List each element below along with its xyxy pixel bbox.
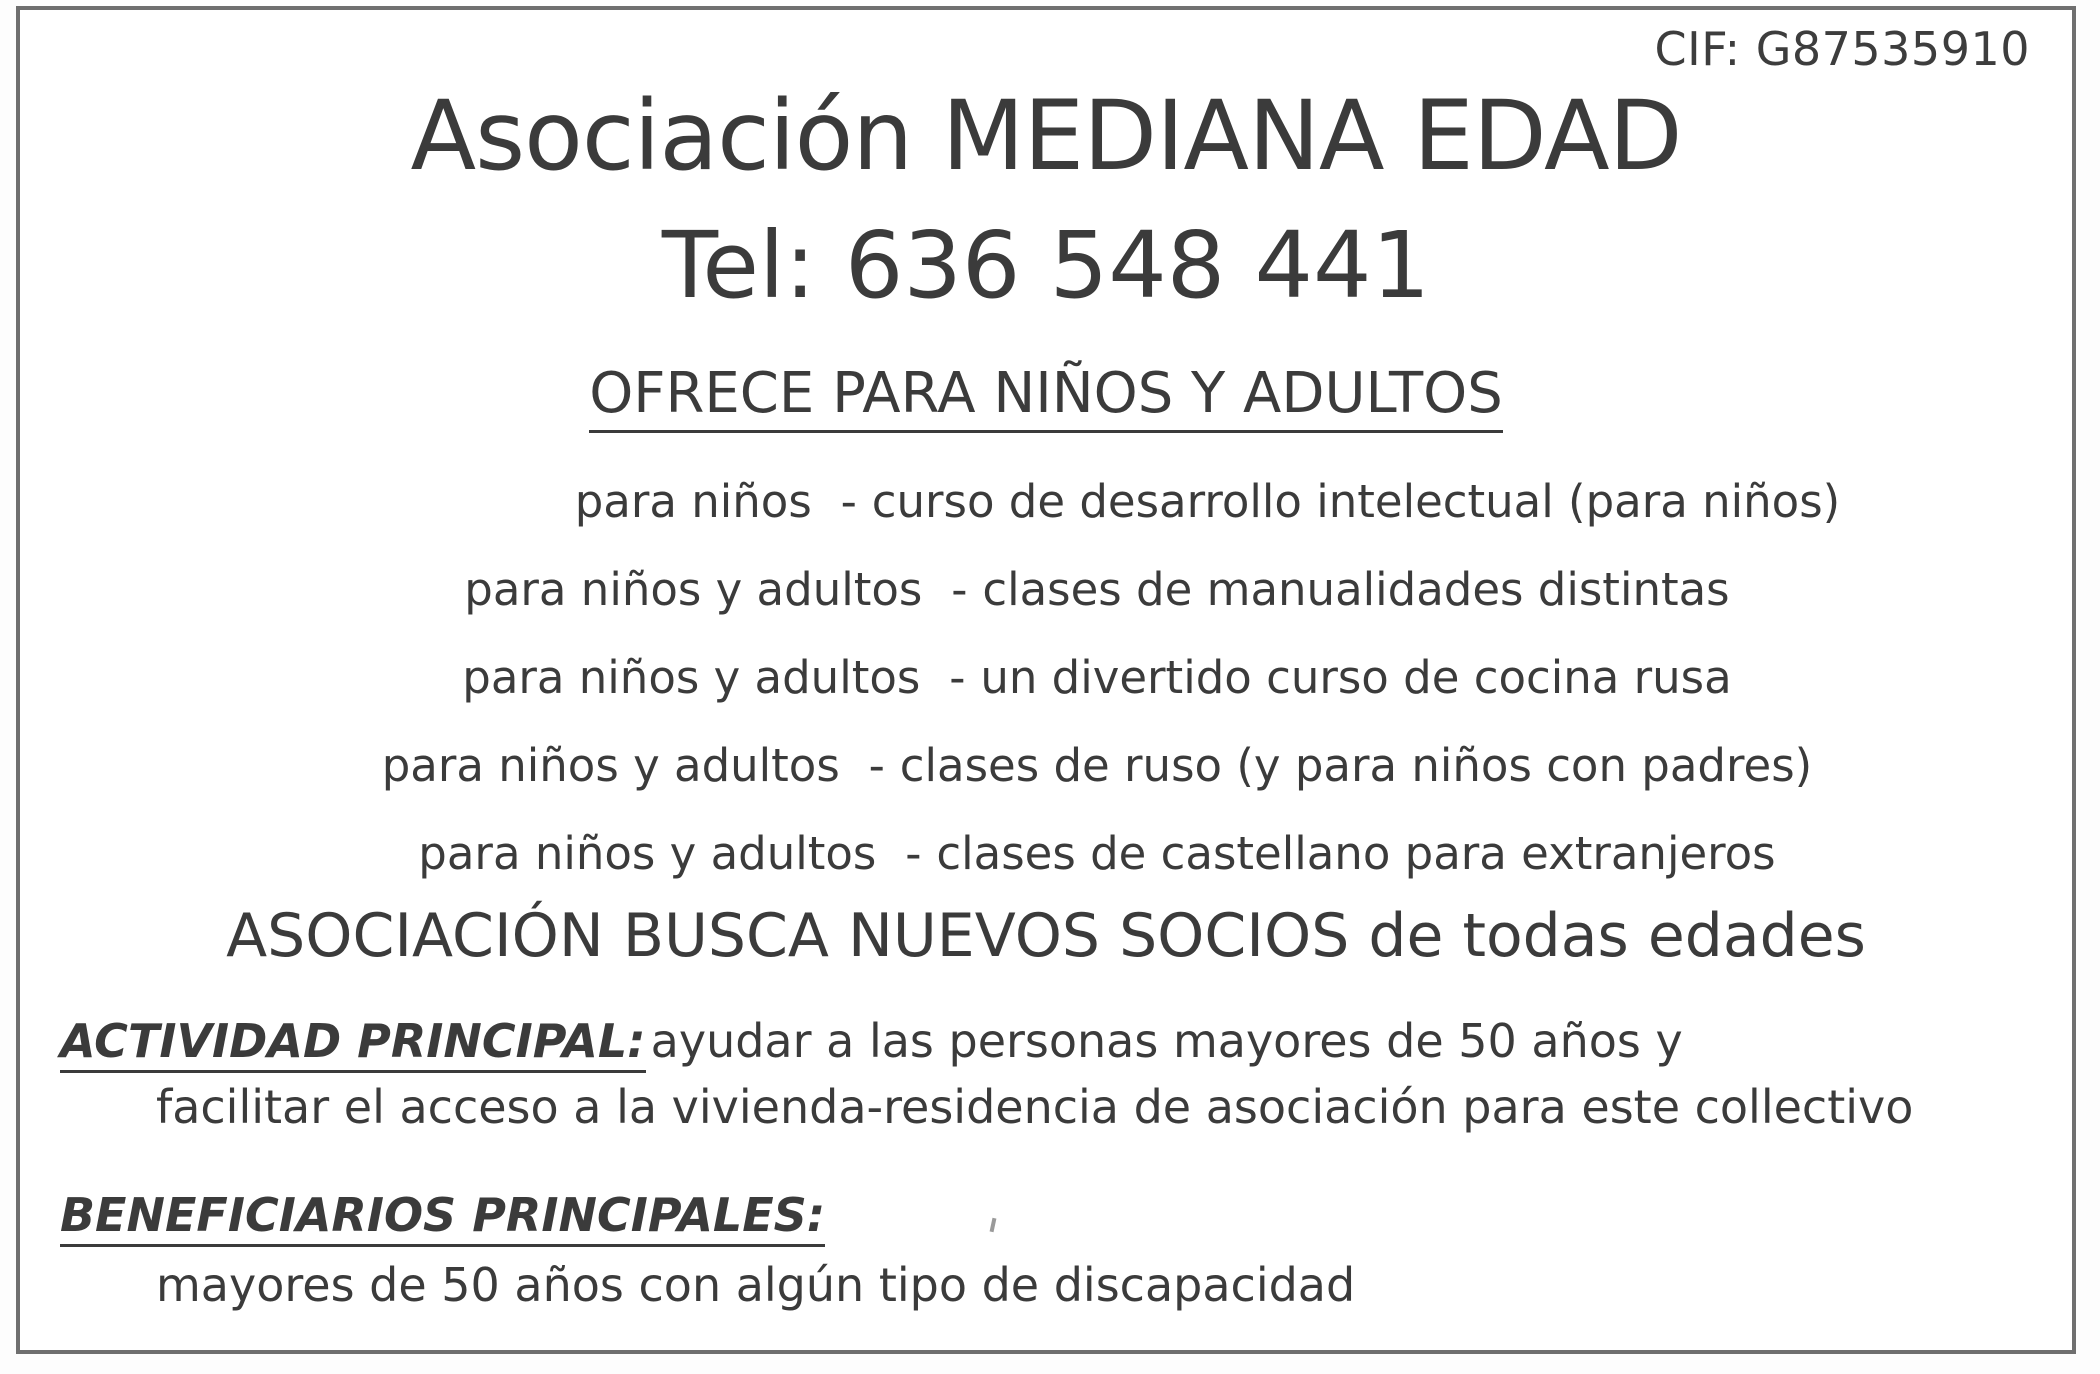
service-audience: para niños y adultos bbox=[464, 563, 923, 616]
main-activity-line1 bbox=[60, 1014, 2032, 1068]
service-audience: para niños y adultos bbox=[381, 739, 840, 792]
list-item bbox=[16, 458, 2076, 546]
service-dash: - bbox=[868, 739, 885, 792]
list-item bbox=[16, 810, 2076, 898]
beneficiaries-block bbox=[60, 1188, 2032, 1312]
service-audience: para niños y adultos bbox=[418, 827, 877, 880]
organization-name: Asociación MEDIANA EDAD bbox=[410, 80, 1682, 192]
beneficiaries-line1 bbox=[60, 1188, 2032, 1242]
service-dash: - bbox=[905, 827, 922, 880]
list-item bbox=[16, 722, 2076, 810]
service-description: un divertido curso de cocina rusa bbox=[980, 651, 1732, 704]
service-audience: para niños bbox=[574, 475, 812, 528]
service-dash: - bbox=[951, 563, 968, 616]
service-description: clases de ruso (y para niños con padres) bbox=[899, 739, 1813, 792]
offer-heading bbox=[16, 361, 2076, 426]
beneficiaries-text: mayores de 50 años con algún tipo de discapacidad bbox=[156, 1258, 1356, 1312]
beneficiaries-label: BENEFICIARIOS PRINCIPALES: bbox=[60, 1188, 825, 1247]
service-dash: - bbox=[949, 651, 966, 704]
offer-heading-text: OFRECE PARA NIÑOS Y ADULTOS bbox=[589, 361, 1503, 433]
phone-number: Tel: 636 548 441 bbox=[661, 212, 1431, 319]
list-item bbox=[16, 546, 2076, 634]
services-list bbox=[16, 458, 2076, 898]
cif-number: CIF: G87535910 bbox=[1654, 22, 2030, 76]
service-dash: - bbox=[840, 475, 857, 528]
main-activity-label: ACTIVIDAD PRINCIPAL: bbox=[60, 1014, 646, 1073]
members-call-text: ASOCIACIÓN BUSCA NUEVOS SOCIOS de todas edades bbox=[226, 901, 1866, 971]
list-item bbox=[16, 634, 2076, 722]
service-description: curso de desarrollo intelectual (para niños) bbox=[871, 475, 1841, 528]
service-description: clases de manualidades distintas bbox=[982, 563, 1730, 616]
service-description: clases de castellano para extranjeros bbox=[936, 827, 1776, 880]
service-audience: para niños y adultos bbox=[462, 651, 921, 704]
main-activity-text: ayudar a las personas mayores de 50 años y bbox=[650, 1014, 1683, 1068]
main-activity-text-continued: facilitar el acceso a la vivienda-residencia de asociación para este collectivo bbox=[156, 1080, 1914, 1134]
main-activity-block bbox=[60, 1014, 2032, 1134]
flyer-content bbox=[16, 6, 2076, 1354]
